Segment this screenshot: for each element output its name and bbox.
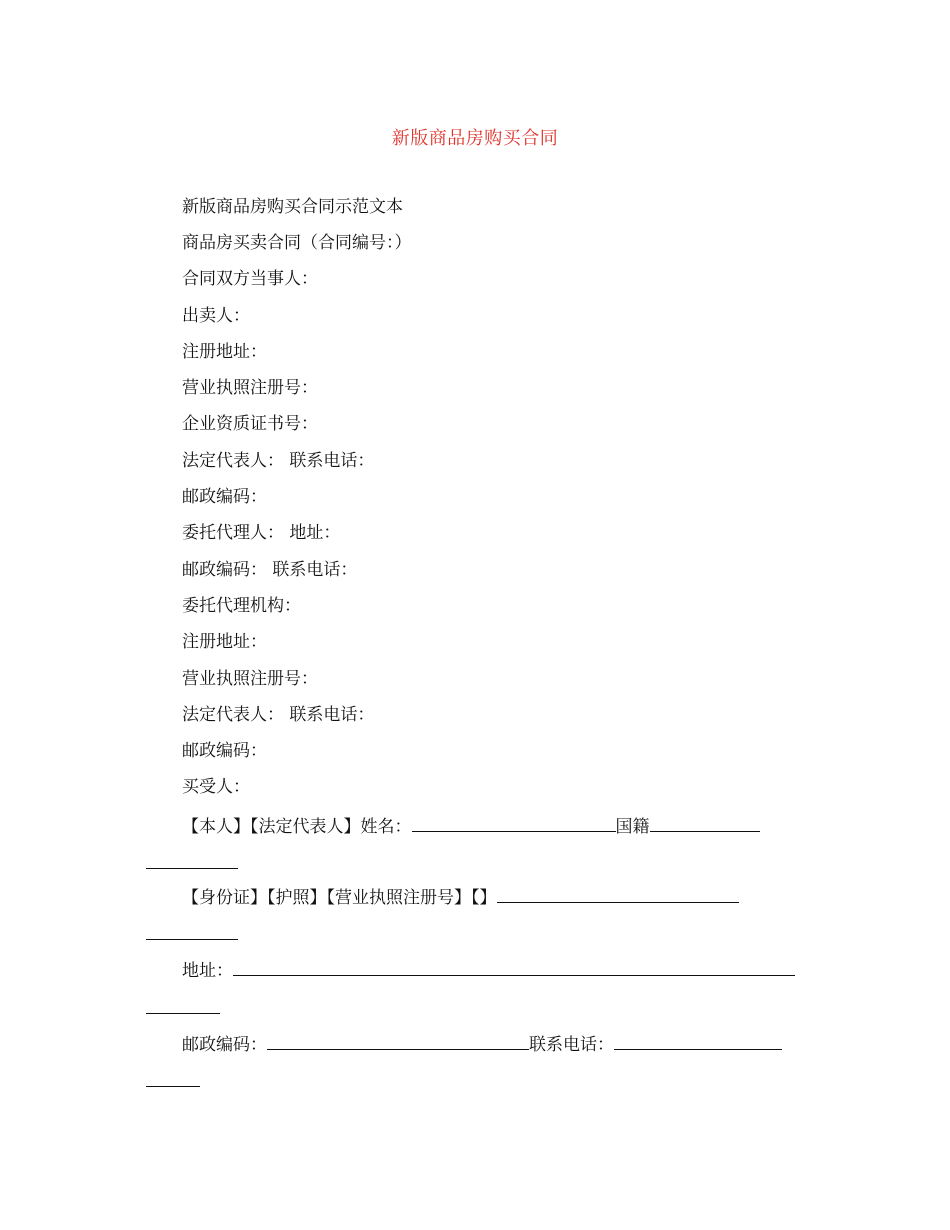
buyer-phone-label: 联系电话： [529, 1035, 614, 1055]
doc-line-15: 法定代表人： 联系电话： [182, 705, 375, 725]
buyer-name-line [182, 813, 760, 839]
doc-line-17: 买受人： [182, 777, 250, 797]
nationality-blank-continued [146, 868, 238, 869]
buyer-address-label: 地址： [182, 961, 233, 981]
doc-line-12: 委托代理机构： [182, 596, 301, 616]
nationality-blank [650, 813, 760, 832]
doc-line-9: 邮政编码： [182, 487, 267, 507]
doc-line-1: 新版商品房购买合同示范文本 [182, 197, 403, 217]
buyer-postcode-label: 邮政编码： [182, 1035, 267, 1055]
doc-line-8: 法定代表人： 联系电话： [182, 451, 375, 471]
doc-line-3: 合同双方当事人： [182, 269, 318, 289]
buyer-postcode-blank [267, 1031, 529, 1050]
buyer-name-blank [412, 813, 616, 832]
buyer-address-line [182, 957, 795, 983]
buyer-name-label: 【本人】【法定代表人】姓名： [182, 817, 412, 837]
doc-line-6: 营业执照注册号： [182, 378, 318, 398]
doc-line-13: 注册地址： [182, 632, 267, 652]
buyer-address-blank [233, 957, 795, 976]
document-title: 新版商品房购买合同 [391, 128, 559, 149]
buyer-address-blank-continued [146, 1013, 220, 1014]
doc-line-16: 邮政编码： [182, 741, 267, 761]
id-type-line [182, 884, 739, 910]
id-type-label: 【身份证】【护照】【营业执照注册号】【】 [182, 888, 497, 908]
doc-line-10: 委托代理人： 地址： [182, 523, 341, 543]
id-number-blank [497, 884, 739, 903]
doc-line-2: 商品房买卖合同（合同编号：） [182, 233, 412, 253]
doc-line-14: 营业执照注册号： [182, 669, 318, 689]
doc-line-7: 企业资质证书号： [182, 414, 318, 434]
buyer-phone-blank-continued [146, 1086, 200, 1087]
doc-line-11: 邮政编码： 联系电话： [182, 560, 358, 580]
buyer-phone-blank [614, 1031, 782, 1050]
id-number-blank-continued [146, 939, 238, 940]
nationality-label: 国籍 [615, 817, 650, 837]
buyer-contact-line [182, 1031, 782, 1057]
doc-line-4: 出卖人： [182, 306, 250, 326]
doc-line-5: 注册地址： [182, 342, 267, 362]
